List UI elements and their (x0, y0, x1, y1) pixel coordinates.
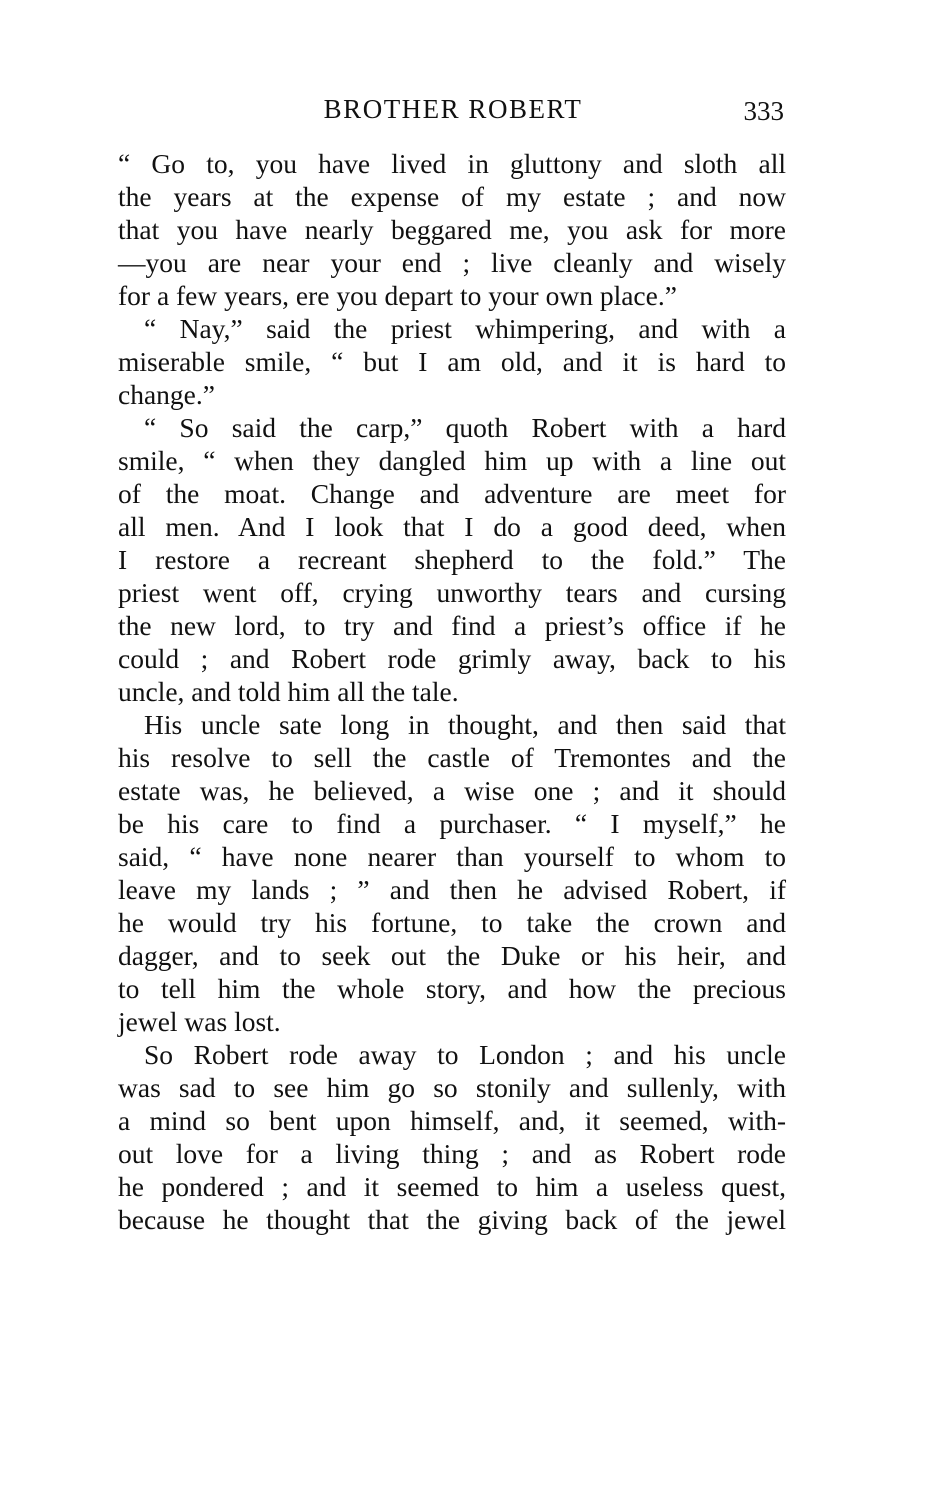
text-line: all men. And I look that I do a good deed, when (118, 511, 786, 542)
text-line: uncle, and told him all the tale. (118, 676, 459, 707)
text-line: because he thought that the giving back of the jewel (118, 1204, 786, 1235)
text-line: “ Nay,” said the priest whimpering, and with a (144, 313, 786, 344)
page-number: 333 (743, 96, 784, 126)
text-line: priest went off, crying unworthy tears and cursing (118, 577, 786, 608)
text-line: dagger, and to seek out the Duke or his heir, and (118, 940, 786, 971)
body-text (118, 147, 786, 1236)
text-line: for a few years, ere you depart to your own place.” (118, 280, 677, 311)
text-line: a mind so bent upon himself, and, it seemed, with- (118, 1105, 786, 1136)
text-line: estate was, he believed, a wise one ; and it should (118, 775, 786, 806)
text-line: of the moat. Change and adventure are meet for (118, 478, 786, 509)
text-line: he would try his fortune, to take the crown and (118, 907, 786, 938)
text-line: leave my lands ; ” and then he advised Robert, if (118, 874, 786, 905)
text-line: he pondered ; and it seemed to him a useless quest, (118, 1171, 786, 1202)
text-line: I restore a recreant shepherd to the fold.” The (118, 544, 786, 575)
text-line: smile, “ when they dangled him up with a line out (118, 445, 786, 476)
running-title: BROTHER ROBERT (323, 94, 583, 124)
text-line: miserable smile, “ but I am old, and it is hard to (118, 346, 786, 377)
text-line: “ So said the carp,” quoth Robert with a hard (144, 412, 786, 443)
text-line: change.” (118, 379, 215, 410)
text-line: to tell him the whole story, and how the precious (118, 973, 786, 1004)
text-line: “ Go to, you have lived in gluttony and sloth all (118, 148, 786, 179)
text-line: could ; and Robert rode grimly away, back to his (118, 643, 786, 674)
text-line: —you are near your end ; live cleanly and wisely (118, 247, 786, 278)
text-line: was sad to see him go so stonily and sullenly, with (118, 1072, 786, 1103)
text-line: the years at the expense of my estate ; and now (118, 181, 786, 212)
text-line: His uncle sate long in thought, and then said that (144, 709, 786, 740)
text-line: out love for a living thing ; and as Robert rode (118, 1138, 786, 1169)
text-line: jewel was lost. (118, 1006, 281, 1037)
text-line: his resolve to sell the castle of Tremontes and the (118, 742, 786, 773)
running-head (118, 94, 788, 130)
text-line: be his care to find a purchaser. “ I myself,” he (118, 808, 786, 839)
text-line: So Robert rode away to London ; and his uncle (144, 1039, 786, 1070)
text-line: the new lord, to try and find a priest’s office if he (118, 610, 786, 641)
text-line: that you have nearly beggared me, you ask for more (118, 214, 786, 245)
text-line: said, “ have none nearer than yourself to whom to (118, 841, 786, 872)
